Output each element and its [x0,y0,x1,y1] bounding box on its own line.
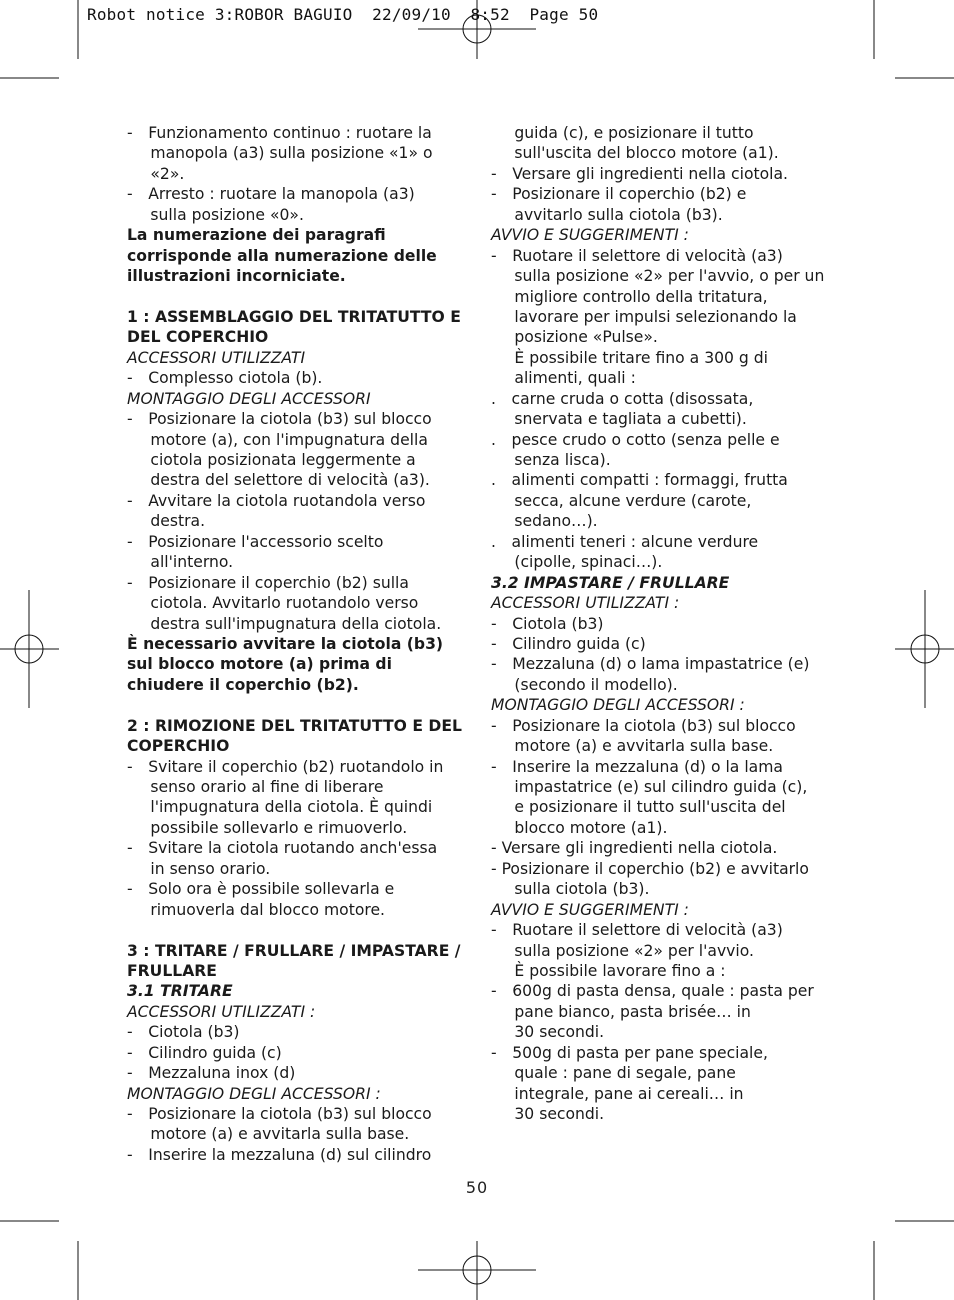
text-line: all'interno. [127,553,234,572]
text-line: pane bianco, pasta brisée… in [491,1002,751,1021]
text-line: - Posizionare il coperchio (b2) e avvitarlo [491,859,809,878]
text-line: motore (a) e avvitarla sulla base. [491,737,774,756]
text-line: COPERCHIO [127,737,230,756]
text-line: (secondo il modello). [491,675,678,694]
text-line: 3.2 IMPASTARE / FRULLARE [491,573,730,592]
text-line: - Inserire la mezzaluna (d) o la lama [491,757,783,776]
text-line: destra. [127,512,206,531]
text-line: 3 : TRITARE / FRULLARE / IMPASTARE / [127,941,461,960]
text-line: ACCESSORI UTILIZZATI [127,348,306,367]
text-line: motore (a) e avvitarla sulla base. [127,1125,410,1144]
text-line: guida (c), e posizionare il tutto [491,124,754,142]
text-line: ciotola. Avvitarlo ruotandolo verso [127,594,419,613]
text-line: possibile sollevarlo e rimuoverlo. [127,818,408,837]
text-line: - Svitare la ciotola ruotando anch'essa [127,839,438,858]
text-line: sulla posizione «0». [127,205,304,224]
text-line: e posizionare il tutto sull'uscita del [491,798,786,817]
text-line: chiudere il coperchio (b2). [127,675,359,694]
text-line: - Inserire la mezzaluna (d) sul cilindro [127,1145,432,1164]
text-line: - Complesso ciotola (b). [127,369,323,388]
text-line: - 600g di pasta densa, quale : pasta per [491,982,814,1001]
text-line: - Arresto : ruotare la manopola (a3) [127,185,415,204]
text-line: l'impugnatura della ciotola. È quindi [127,798,433,817]
text-line: È necessario avvitare la ciotola (b3) [127,634,444,653]
text-line: . pesce crudo o cotto (senza pelle e [491,430,780,449]
text-line: blocco motore (a1). [491,818,668,837]
text-line: sedano…). [491,512,598,531]
text-line: - Svitare il coperchio (b2) ruotandolo in [127,757,444,776]
blank-line [127,695,462,715]
text-line: sul blocco motore (a) prima di [127,655,392,674]
text-line: ACCESSORI UTILIZZATI : [491,594,680,613]
text-line: integrale, pane ai cereali… in [491,1084,744,1103]
text-line: - Versare gli ingredienti nella ciotola. [491,839,778,858]
text-line: destra sull'impugnatura della ciotola. [127,614,442,633]
text-line: 3.1 TRITARE [127,982,233,1001]
page-number: 50 [465,1178,489,1197]
text-line: sulla ciotola (b3). [491,880,650,899]
text-line: - Cilindro guida (c) [127,1043,282,1062]
text-line: snervata e tagliata a cubetti). [491,410,747,429]
text-line: . carne cruda o cotta (disossata, [491,389,754,408]
text-line: - Posizionare l'accessorio scelto [127,532,384,551]
left-text-column [127,123,462,1165]
text-line: secca, alcune verdure (carote, [491,491,752,510]
text-line: - Solo ora è possibile sollevarla e [127,880,395,899]
text-line: 1 : ASSEMBLAGGIO DEL TRITATUTTO E [127,307,461,326]
text-line: in senso orario. [127,859,271,878]
print-slug-line: Robot notice 3:ROBOR BAGUIO 22/09/10 8:52 Page 50 [87,5,599,24]
text-line: - Ciotola (b3) [491,614,604,633]
text-line: - Posizionare la ciotola (b3) sul blocco [491,716,796,735]
text-line: È possibile tritare fino a 300 g di [491,348,769,367]
text-line: - Mezzaluna (d) o lama impastatrice (e) [491,655,810,674]
text-line: impastatrice (e) sul cilindro guida (c), [491,778,808,796]
blank-line [127,920,462,940]
text-line: 30 secondi. [491,1105,605,1123]
text-line: . alimenti teneri : alcune verdure [491,532,759,551]
text-line: sulla posizione «2» per l'avvio, o per un [491,267,825,286]
text-line: - Ciotola (b3) [127,1023,240,1042]
text-line: senza lisca). [491,451,611,469]
text-line: manopola (a3) sulla posizione «1» o [127,144,433,163]
text-line: - Posizionare il coperchio (b2) e [491,185,747,204]
text-line: DEL COPERCHIO [127,328,269,347]
text-line: - 500g di pasta per pane speciale, [491,1043,768,1062]
text-line: È possibile lavorare fino a : [491,961,726,980]
text-line: La numerazione dei paragrafi [127,226,386,245]
text-line: - Posizionare il coperchio (b2) sulla [127,573,409,592]
text-line: - Posizionare la ciotola (b3) sul blocco [127,410,432,429]
text-line: - Versare gli ingredienti nella ciotola. [491,164,788,183]
text-line: posizione «Pulse». [491,328,658,347]
text-line: lavorare per impulsi selezionando la [491,307,797,326]
text-line: FRULLARE [127,961,217,980]
text-line: motore (a), con l'impugnatura della [127,430,428,449]
text-line: quale : pane di segale, pane [491,1064,736,1083]
text-line: destra del selettore di velocità (a3). [127,471,430,490]
text-line: - Avvitare la ciotola ruotandola verso [127,491,426,510]
text-line: AVVIO E SUGGERIMENTI : [491,900,689,919]
text-line: ACCESSORI UTILIZZATI : [127,1002,316,1021]
text-line: MONTAGGIO DEGLI ACCESSORI : [491,696,745,715]
text-line: illustrazioni incorniciate. [127,267,346,286]
text-line: «2». [127,164,185,183]
text-line: - Cilindro guida (c) [491,634,646,653]
blank-line [127,287,462,307]
text-line: avvitarlo sulla ciotola (b3). [491,205,723,224]
text-line: 2 : RIMOZIONE DEL TRITATUTTO E DEL [127,716,462,735]
right-text-column [491,123,836,1124]
text-line: (cipolle, spinaci…). [491,553,663,572]
text-line: corrisponde alla numerazione delle [127,246,437,265]
text-line: - Funzionamento continuo : ruotare la [127,124,432,142]
text-line: - Ruotare il selettore di velocità (a3) [491,246,783,265]
text-line: ciotola posizionata leggermente a [127,451,416,469]
text-line: senso orario al fine di liberare [127,778,384,796]
text-line: alimenti, quali : [491,369,636,388]
text-line: 30 secondi. [491,1023,605,1042]
text-line: . alimenti compatti : formaggi, frutta [491,471,788,490]
text-line: MONTAGGIO DEGLI ACCESSORI : [127,1084,381,1103]
text-line: AVVIO E SUGGERIMENTI : [491,226,689,245]
text-line: - Mezzaluna inox (d) [127,1064,296,1083]
text-line: migliore controllo della tritatura, [491,287,768,306]
text-line: - Ruotare il selettore di velocità (a3) [491,921,783,940]
text-line: rimuoverla dal blocco motore. [127,900,385,919]
text-line: - Posizionare la ciotola (b3) sul blocco [127,1105,432,1123]
text-line: sull'uscita del blocco motore (a1). [491,144,779,163]
text-line: MONTAGGIO DEGLI ACCESSORI [127,389,371,408]
text-line: sulla posizione «2» per l'avvio. [491,941,754,960]
